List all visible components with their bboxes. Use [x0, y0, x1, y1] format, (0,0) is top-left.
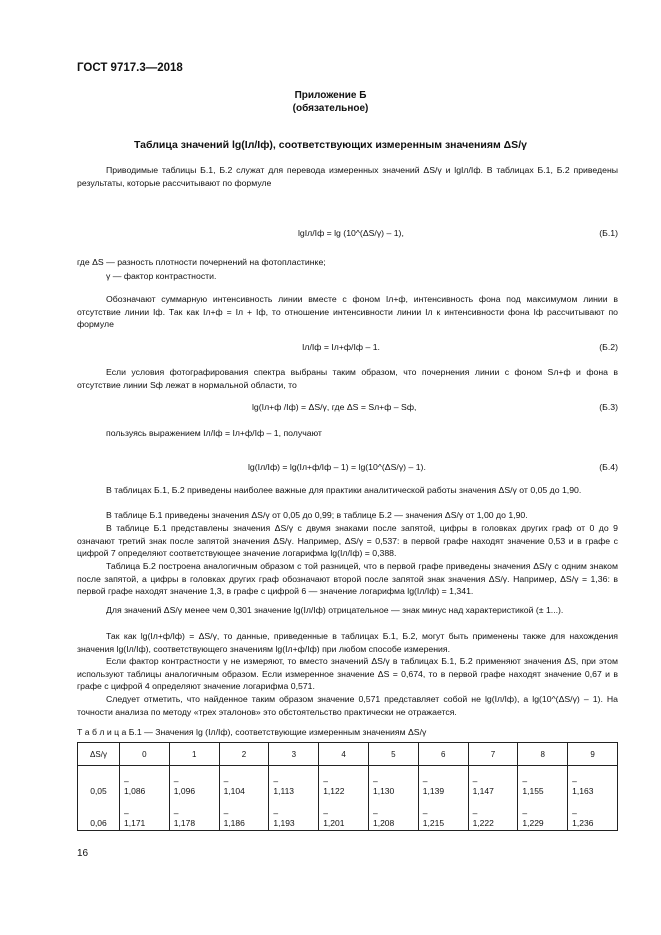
- table-cell: [418, 798, 468, 831]
- table-cell: [518, 798, 568, 831]
- table-cell: [568, 798, 618, 831]
- table-cell-value: 1,236: [572, 818, 594, 828]
- table-cell: [368, 798, 418, 831]
- table-cell: [518, 766, 568, 799]
- table-cell-value: 1,215: [422, 818, 445, 828]
- table-cell: [120, 798, 170, 831]
- table-cell-value: 1,201: [323, 818, 345, 828]
- table-cell: [219, 798, 269, 831]
- table-cell-value: 1,178: [173, 818, 196, 828]
- table-header-cell: 7: [468, 743, 518, 766]
- table-row-key: 0,05: [78, 766, 120, 799]
- table-cell-value: 1,130: [372, 786, 395, 796]
- page-number: 16: [77, 848, 89, 859]
- minus-mark: –: [372, 808, 378, 818]
- minus-mark: –: [323, 808, 328, 818]
- table-cell-value: 1,186: [223, 818, 245, 828]
- minus-mark: –: [422, 776, 428, 786]
- table-cell-value: 1,163: [572, 786, 594, 796]
- table-cell-value: 1,229: [522, 818, 544, 828]
- paragraph-note: Следует отметить, что найденное таким образом значение 0,571 представляет собой не lg(Iл/Iф), а lg(10^(ΔS/γ) – 1). На точности анализа по методу «трех эталонов» это обстоятельство практически не отражается.: [77, 694, 618, 717]
- paragraph-application: Так как lg(Iл+ф/Iф) = ΔS/γ, то данные, приведенные в таблицах Б.1, Б.2, могут быть применены также для нахождения значения lg(Iл/Iф), соответствующего значениям lg(Iл+ф/Iф) при любом способе измерения.: [77, 631, 618, 654]
- table-row: [78, 798, 618, 831]
- minus-mark: –: [173, 776, 179, 786]
- paragraph-contrast: Если фактор контрастности γ не измеряют, то вместо значений ΔS/γ в таблицах Б.1, Б.2 применяют значения ΔS, при этом используют таблицы аналогичным образом. Если измеренное значение ΔS = 0,674, то в первой графе находят значение 0,67 и в графе с цифрой 4 определяют значение логарифма 0,571.: [77, 656, 618, 692]
- table-cell-value: 1,171: [124, 818, 146, 828]
- minus-mark: –: [572, 776, 577, 786]
- paragraph-intensity: Обозначают суммарную интенсивность линии вместе с фоном Iл+ф, интенсивность фона под максимумом линии в отсутствие линии Iф. Так как Iл+ф = Iл + Iф, то отношение интенсивности линии Iл к интенсивности фона Iф рассчитывают по формуле: [77, 294, 618, 330]
- table-cell-value: 1,222: [472, 818, 494, 828]
- minus-mark: –: [323, 776, 328, 786]
- table-header-cell: 5: [368, 743, 418, 766]
- table-header-cell: 8: [518, 743, 568, 766]
- table-cell-value: 1,122: [323, 786, 345, 796]
- table-cell: [468, 798, 518, 831]
- formula-b1-number: (Б.1): [599, 228, 618, 238]
- paragraph-conditions: Если условия фотографирования спектра выбраны таким образом, что почернения линии с фоном Sл+ф и фона в отсутствие линии Sф лежат в нормальной области, то: [77, 367, 618, 390]
- table-cell-value: 1,086: [124, 786, 146, 796]
- minus-mark: –: [173, 808, 179, 818]
- table-header-cell: 4: [319, 743, 369, 766]
- formula-b2-number: (Б.2): [599, 342, 618, 352]
- where-gamma: γ — фактор контрастности.: [106, 271, 217, 281]
- formula-b1: lgIл/Iф = lg (10^(ΔS/γ) – 1),: [298, 228, 404, 238]
- paragraph-table-b2: Таблица Б.2 построена аналогичным образом с той разницей, что в первой графе приведены значения ΔS/γ с одним знаком после запятой, а цифры в головках других граф обозначают второй после запятой знак значения ΔS/γ. Например, ΔS/γ = 1,36: в первой графе находят значение 1,3, в графе с цифрой 6 — значение логарифма lg(Iл/Iф) = 1,341.: [77, 561, 618, 597]
- table-b1: [77, 742, 618, 831]
- table-cell-value: 1,104: [223, 786, 245, 796]
- table-cell: [169, 798, 219, 831]
- table-cell: [319, 766, 369, 799]
- table-cell-value: 1,139: [422, 786, 445, 796]
- table-cell-value: 1,147: [472, 786, 494, 796]
- table-row-key: 0,06: [78, 798, 120, 831]
- table-header-cell: 1: [169, 743, 219, 766]
- table-cell: [418, 766, 468, 799]
- table-cell: [468, 766, 518, 799]
- table-cell: [219, 766, 269, 799]
- paragraph-expression: пользуясь выражением Iл/Iф = Iл+ф/Iф – 1, получают: [106, 428, 322, 438]
- paragraph-table-ranges: В таблице Б.1 приведены значения ΔS/γ от 0,05 до 0,99; в таблице Б.2 — значения ΔS/γ от 1,00 до 1,90.: [106, 510, 528, 520]
- minus-mark: –: [223, 808, 229, 818]
- minus-mark: –: [223, 776, 229, 786]
- table-header-row: [78, 743, 618, 766]
- formula-b4-number: (Б.4): [599, 462, 618, 472]
- minus-mark: –: [422, 808, 428, 818]
- minus-mark: –: [522, 808, 528, 818]
- table-header-cell: ΔS/γ: [78, 743, 120, 766]
- formula-b3-number: (Б.3): [599, 402, 618, 412]
- paragraph-negative: Для значений ΔS/γ менее чем 0,301 значение lg(Iл/Iф) отрицательное — знак минус над характеристикой (± 1...).: [106, 605, 564, 615]
- paragraph-table-b1: В таблице Б.1 представлены значения ΔS/γ с двумя знаками после запятой, цифры в головках других граф от 0 до 9 означают третий знак после запятой значения ΔS/γ. Например, ΔS/γ = 0,537: в первой графе находят значение 0,53 и в графе с цифрой 7 определяют соответствующее значение логарифма lg(Iл/Iф) = 0,388.: [77, 523, 618, 559]
- table-header-cell: 2: [219, 743, 269, 766]
- table-cell: [269, 766, 319, 799]
- minus-mark: –: [372, 776, 378, 786]
- table-cell: [568, 766, 618, 799]
- table-header-cell: 9: [568, 743, 618, 766]
- section-title: Таблица значений lg(Iл/Iф), соответствующих измеренным значениям ΔS/γ: [134, 139, 527, 151]
- minus-mark: –: [124, 808, 129, 818]
- formula-b3: lg(Iл+ф /Iф) = ΔS/γ, где ΔS = Sл+ф – Sф,: [252, 402, 417, 412]
- formula-b2: Iл/Iф = Iл+ф/Iф – 1.: [302, 342, 380, 352]
- table-cell: [269, 798, 319, 831]
- minus-mark: –: [472, 776, 478, 786]
- table-cell-value: 1,113: [273, 786, 295, 796]
- appendix-title: Приложение Б: [294, 90, 367, 101]
- table-header-cell: 6: [418, 743, 468, 766]
- table-cell: [319, 798, 369, 831]
- appendix-note: (обязательное): [292, 103, 369, 114]
- minus-mark: –: [124, 776, 129, 786]
- table-cell-value: 1,155: [522, 786, 544, 796]
- minus-mark: –: [572, 808, 577, 818]
- table-caption: Т а б л и ц а Б.1 — Значения lg (Iл/Iф), соответствующие измеренным значениям ΔS/γ: [77, 727, 427, 737]
- table-cell-value: 1,193: [273, 818, 295, 828]
- minus-mark: –: [273, 808, 279, 818]
- minus-mark: –: [273, 776, 279, 786]
- paragraph-intro: Приводимые таблицы Б.1, Б.2 служат для перевода измеренных значений ΔS/γ и lgIл/Iф. В таблицах Б.1, Б.2 приведены результаты, которые рассчитывают по формуле: [77, 165, 618, 188]
- table-cell: [368, 766, 418, 799]
- table-header-cell: 3: [269, 743, 319, 766]
- table-row: [78, 766, 618, 799]
- minus-mark: –: [472, 808, 478, 818]
- table-header-cell: 0: [120, 743, 170, 766]
- document-header: ГОСТ 9717.3—2018: [77, 62, 183, 74]
- table-cell-value: 1,096: [173, 786, 196, 796]
- where-delta-s: где ΔS — разность плотности почернений на фотопластинке;: [77, 257, 326, 267]
- formula-b4: lg(Iл/Iф) = lg(Iл+ф/Iф – 1) = lg(10^(ΔS/γ) – 1).: [248, 462, 426, 472]
- table-cell: [120, 766, 170, 799]
- minus-mark: –: [522, 776, 528, 786]
- paragraph-range: В таблицах Б.1, Б.2 приведены наиболее важные для практики аналитической работы значения ΔS/γ от 0,05 до 1,90.: [106, 485, 582, 495]
- table-cell: [169, 766, 219, 799]
- table-cell-value: 1,208: [372, 818, 395, 828]
